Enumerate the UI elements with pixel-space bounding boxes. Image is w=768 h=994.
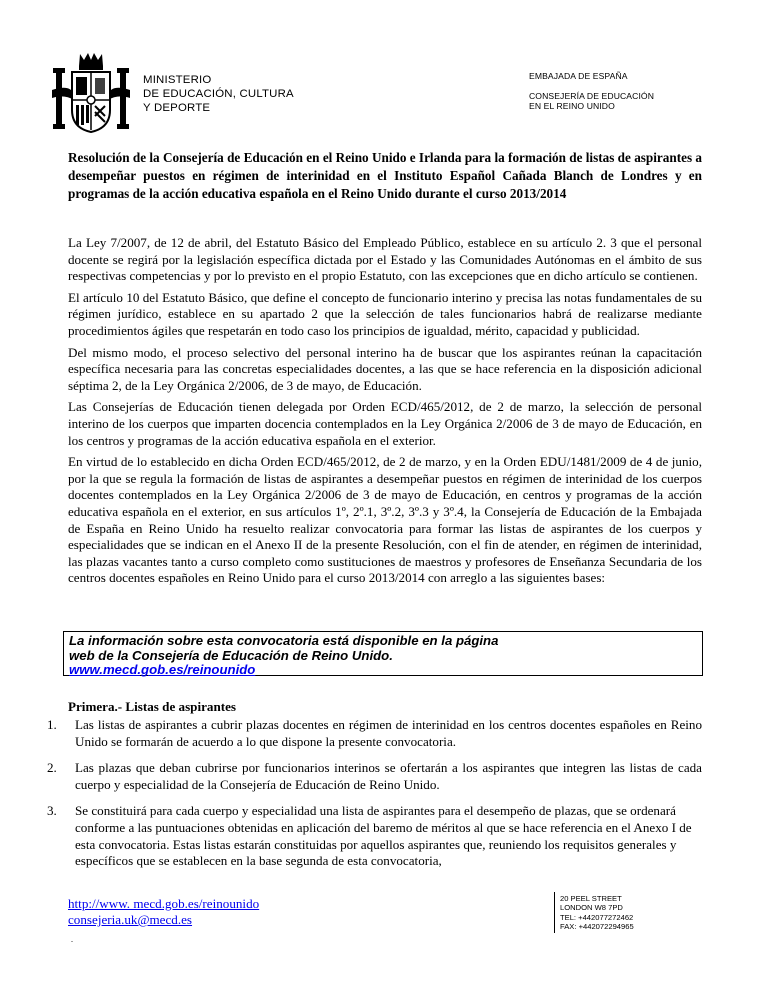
paragraph-1: La Ley 7/2007, de 12 de abril, del Estatuto Básico del Empleado Público, establece en su artículo 2. 3 que el personal docente se regirá por la legislación específica dictada por el Estado y las Comunidades Autónomas en el ámbito de sus respectivas competencias y por lo previsto en el propio Estatuto, con las excepciones que en dicho artículo se contienen. [68, 235, 702, 284]
paragraph-4: Las Consejerías de Educación tienen delegada por Orden ECD/465/2012, de 2 de marzo, la selección de personal interino de los cuerpos que imparten docencia contemplados en la Ley Orgánica 2/2006 de 3 de mayo de Educación, en los centros y programas de la acción educativa española en el exterior. [68, 399, 702, 448]
list-item-text: Se constituirá para cada cuerpo y especialidad una lista de aspirantes para el desempeño de plazas, que se ordenará conforme a las puntuaciones obtenidas en aplicación del baremo de méritos al que se hace referencia en el Anexo I de esta convocatoria. Estas listas estarán constituidas por aquellos aspirantes que, reuniendo los requisitos generales y específicos que se establecen en la base segunda de esta convocatoria, [75, 803, 692, 869]
footer-address [560, 894, 634, 932]
document-title: Resolución de la Consejería de Educación en el Reino Unido e Irlanda para la formación de listas de aspirantes a desempeñar puestos en régimen de interinidad en el Instituto Español Cañada Blanch de Londres y en programas de la acción educativa española en el Reino Unido durante el curso 2013/2014 [68, 150, 702, 201]
ministry-name [143, 73, 294, 115]
ministry-line-1: MINISTERIO [143, 74, 212, 86]
address-line-1: 20 PEEL STREET [560, 894, 622, 903]
paragraph-2: El artículo 10 del Estatuto Básico, que define el concepto de funcionario interino y precisa las notas fundamentales de su régimen jurídico, establece en su apartado 2 que la selección de tales funcionarios habrá de realizarse mediante procedimientos ágiles que respetarán en todo caso los principios de igualdad, mérito, capacidad y publicidad. [68, 289, 702, 338]
footer-links [68, 896, 259, 928]
info-line-2: web de la Consejería de Educación de Reino Unido. [69, 647, 393, 663]
document-body [68, 235, 702, 592]
council-line-1: CONSEJERÍA DE EDUCACIÓN [529, 90, 655, 101]
section-title: Primera.- Listas de aspirantes [68, 699, 237, 714]
footer-email-link[interactable]: consejeria.uk@mecd.es [68, 912, 193, 927]
list-item-text: Las listas de aspirantes a cubrir plazas docentes en régimen de interinidad en los centros docentes españoles en Reino Unido se formarán de acuerdo a lo que dispone la presente convocatoria. [75, 717, 702, 749]
rules-list [46, 717, 702, 880]
embassy-header [529, 71, 654, 112]
list-item-number: 3. [47, 803, 57, 819]
embassy-name: EMBAJADA DE ESPAÑA [529, 71, 628, 81]
address-line-4: FAX: +442072294965 [560, 922, 634, 932]
address-line-2: LONDON W8 7PD [560, 903, 623, 913]
list-item-number: 2. [47, 760, 57, 776]
list-item [46, 760, 702, 793]
ministry-line-2: DE EDUCACIÓN, CULTURA [143, 88, 294, 100]
info-line-1: La información sobre esta convocatoria está disponible en la página [69, 633, 499, 648]
list-item [46, 803, 702, 869]
list-item [46, 717, 702, 750]
paragraph-5: En virtud de lo establecido en dicha Orden ECD/465/2012, de 2 de marzo, y en la Orden EDU/1481/2009 de 4 de junio, por la que se regula la formación de listas de aspirantes a desempeñar puestos en régimen de interinidad de los cuerpos docentes contemplados en la Ley Orgánica 2/2006 de 3 de mayo de Educación, en centros y programas de la acción educativa española en el exterior, en sus artículos 1º, 2º.1, 3º.2, 3º.3 y 3º.4, la Consejería de Educación de la Embajada de España en Reino Unido ha resuelto realizar convocatoria para formar las listas de aspirantes de los cuerpos y especialidades que se indican en el Anexo II de la presente Resolución, con el fin de atender, en régimen de interinidad, las plazas vacantes tanto a curso completo como sustituciones de maestros y profesores de Enseñanza Secundaria de los centros docentes españoles en Reino Unido para el curso 2013/2014 con arreglo a las siguientes bases: [68, 454, 702, 586]
list-item-number: 1. [47, 717, 57, 732]
council-line-2: EN EL REINO UNIDO [529, 101, 615, 111]
info-box [63, 631, 703, 676]
coat-of-arms-icon [50, 50, 132, 136]
info-link[interactable]: www.mecd.gob.es/reinounido [69, 662, 256, 677]
ministry-line-3: Y DEPORTE [143, 102, 211, 114]
footer-divider [554, 892, 555, 933]
address-line-3: TEL: +442077272462 [560, 912, 634, 922]
list-item-text: Las plazas que deban cubrirse por funcionarios interinos se ofertarán a los aspirantes que integren las listas de cada cuerpo y especialidad de la Consejería de Educación de Reino Unido. [75, 760, 702, 792]
footer-dot: . [71, 935, 73, 944]
footer-website-link[interactable]: http://www. mecd.gob.es/reinounido [68, 896, 260, 911]
paragraph-3: Del mismo modo, el proceso selectivo del personal interino ha de buscar que los aspirantes reúnan la capacitación específica necesaria para las concretas especialidades docentes, a las que se hace referencia en la disposición adicional séptima 2, de la Ley Orgánica 2/2006, de 3 de mayo, de Educación. [68, 344, 702, 393]
